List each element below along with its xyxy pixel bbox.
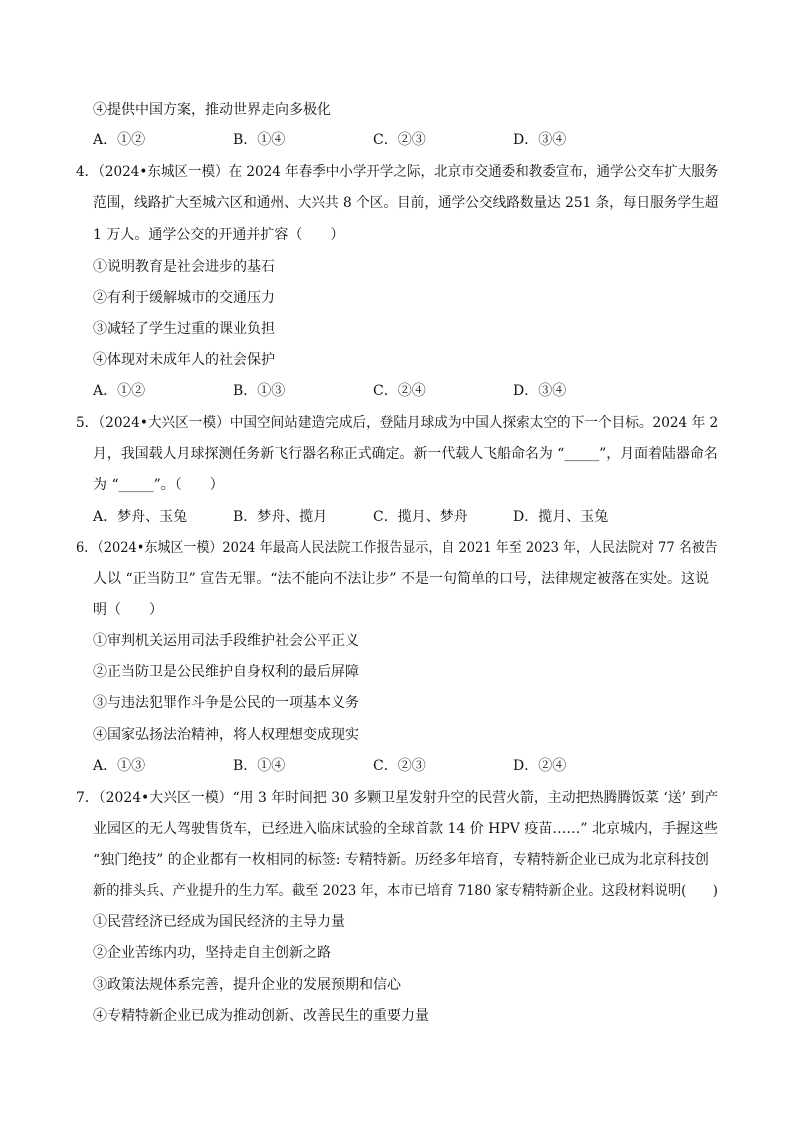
q4-stem-line-1: 4．（2024•东城区一模）在 2024 年春季中小学开学之际，北京市交通委和教委宣布，通学公交车扩大服务 (76, 164, 719, 180)
q7-item-3: ③政策法规体系完善，提升企业的发展预期和信心 (93, 977, 401, 993)
q4-item-2: ②有利于缓解城市的交通压力 (93, 290, 275, 306)
q4-option-a[interactable]: A．①② (93, 383, 146, 399)
q6-option-d[interactable]: D．②④ (513, 758, 567, 774)
q4-item-1: ①说明教育是社会进步的基石 (93, 259, 275, 275)
q6-options (93, 757, 713, 775)
q7-stem-line-1: 7．（2024•大兴区一模）“用 3 年时间把 30 多颗卫星发射升空的民营火箭，主动把热腾腾饭菜 ‘送’ 到产 (76, 790, 719, 806)
q3-item-4: ④提供中国方案，推动世界走向多极化 (93, 102, 331, 118)
q6-stem-line-1: 6．（2024•东城区一模）2024 年最高人民法院工作报告显示，自 2021 年至 2023 年，人民法院对 77 名被告 (76, 540, 718, 556)
q3-option-a[interactable]: A．①② (93, 132, 146, 148)
q7-item-2: ②企业苦练内功，坚持走自主创新之路 (93, 945, 331, 961)
q5-option-b[interactable]: B．梦舟、揽月 (233, 509, 328, 525)
q5-option-c[interactable]: C．揽月、梦舟 (373, 509, 468, 525)
q7-stem-line-2: 业园区的无人驾驶售货车，已经进入临床试验的全球首款 14 价 HPV 疫苗……” 北京城内，手握这些 (93, 821, 718, 837)
q6-item-2: ②正当防卫是公民维护自身权利的最后屏障 (93, 664, 359, 680)
q5-option-d[interactable]: D．揽月、玉兔 (513, 509, 609, 525)
q4-item-3: ③减轻了学生过重的课业负担 (93, 321, 275, 337)
q6-item-1: ①审判机关运用司法手段维护社会公平正义 (93, 633, 359, 649)
q5-options (93, 508, 713, 526)
q4-option-c[interactable]: C．②④ (373, 383, 426, 399)
q6-option-c[interactable]: C．②③ (373, 758, 426, 774)
q6-option-b[interactable]: B．①④ (233, 758, 286, 774)
q5-stem-line-2: 月，我国载人月球探测任务新飞行器名称正式确定。新一代载人飞船命名为 “_____”，月面着陆器命名 (93, 446, 718, 462)
q7-stem-line-4: 新的排头兵、产业提升的生力军。截至 2023 年，本市已培育 7180 家专精特新企业。这段材料说明( ) (93, 883, 718, 899)
q6-item-3: ③与违法犯罪作斗争是公民的一项基本义务 (93, 695, 359, 711)
q4-item-4: ④体现对未成年人的社会保护 (93, 352, 275, 368)
q4-option-d[interactable]: D．③④ (513, 383, 567, 399)
q5-stem-line-3: 为 “_____”。（ ） (93, 477, 224, 493)
q4-options (93, 382, 713, 400)
q7-item-4: ④专精特新企业已成为推动创新、改善民生的重要力量 (93, 1008, 429, 1024)
q5-option-a[interactable]: A．梦舟、玉兔 (93, 509, 188, 525)
q6-stem-line-2: 人以 “正当防卫” 宣告无罪。“法不能向不法让步” 不是一句简单的口号，法律规定被落在实处。这说 (93, 571, 709, 587)
q4-option-b[interactable]: B．①③ (233, 383, 286, 399)
q7-item-1: ①民营经济已经成为国民经济的主导力量 (93, 914, 345, 930)
q3-options (93, 131, 713, 149)
q3-option-d[interactable]: D．③④ (513, 132, 567, 148)
q7-stem-line-3: “独门绝技” 的企业都有一枚相同的标签: 专精特新。历经多年培育，专精特新企业已成为北京科技创 (93, 852, 709, 868)
q3-option-c[interactable]: C．②③ (373, 132, 426, 148)
q4-stem-line-2: 范围，线路扩大至城六区和通州、大兴共 8 个区。目前，通学公交线路数量达 251 条，每日服务学生超 (93, 195, 719, 211)
q4-stem-line-3: 1 万人。通学公交的开通并扩容（ ） (93, 227, 345, 243)
q3-option-b[interactable]: B．①④ (233, 132, 286, 148)
q6-stem-line-3: 明（ ） (93, 602, 163, 618)
q6-item-4: ④国家弘扬法治精神，将人权理想变成现实 (93, 727, 359, 743)
q5-stem-line-1: 5．（2024•大兴区一模）中国空间站建造完成后，登陆月球成为中国人探索太空的下一个目标。2024 年 2 (76, 415, 719, 431)
q6-option-a[interactable]: A．①③ (93, 758, 146, 774)
